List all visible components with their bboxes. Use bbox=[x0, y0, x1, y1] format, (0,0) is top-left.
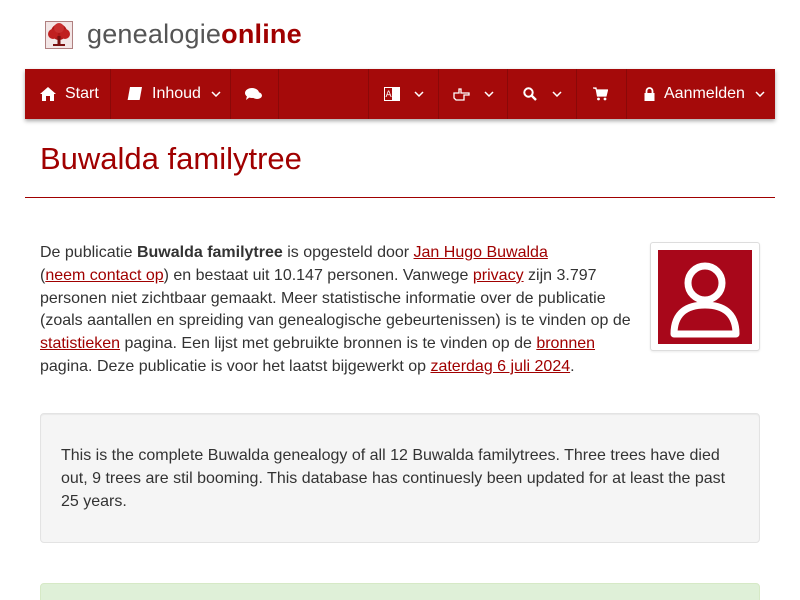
nav-tools[interactable] bbox=[439, 69, 508, 119]
privacy-link[interactable]: privacy bbox=[472, 266, 524, 284]
nav-shop[interactable] bbox=[577, 69, 627, 119]
intro-text: ( bbox=[40, 266, 46, 284]
chevron-down-icon bbox=[414, 91, 424, 97]
chevron-down-icon bbox=[755, 91, 765, 97]
nav-start-label: Start bbox=[65, 85, 99, 102]
nav-login-label: Aanmelden bbox=[664, 85, 745, 102]
nav-search[interactable] bbox=[508, 69, 577, 119]
main-navbar bbox=[25, 69, 775, 119]
shopping-cart-icon bbox=[593, 87, 608, 101]
nav-login[interactable] bbox=[627, 69, 775, 119]
nav-forum[interactable] bbox=[231, 69, 279, 119]
author-avatar-frame bbox=[650, 242, 760, 351]
intro-text: pagina. Deze publicatie is voor het laatst bijgewerkt op bbox=[40, 357, 431, 375]
publication-description bbox=[40, 413, 760, 543]
intro-text: is opgesteld door bbox=[282, 244, 414, 261]
intro-text: zijn 3.797 personen niet zichtbaar gemaakt. Meer statistische informatie over de publicatie (zoals aantallen en spreiding van genealogische gebeurtenissen) is te vinden op de bbox=[40, 266, 631, 330]
search-icon bbox=[523, 87, 537, 101]
comments-icon bbox=[245, 88, 262, 101]
chevron-down-icon bbox=[211, 91, 221, 97]
hand-pointer-icon bbox=[453, 88, 470, 101]
home-icon bbox=[40, 87, 56, 101]
site-logo-link[interactable] bbox=[87, 18, 302, 50]
lock-icon bbox=[644, 87, 655, 101]
success-alert bbox=[40, 583, 760, 600]
logo-text-genealogie: genealogie bbox=[87, 19, 222, 49]
intro-text: ) en bestaat uit 10.147 personen. Vanwege bbox=[163, 266, 473, 284]
nav-inhoud[interactable] bbox=[111, 69, 231, 119]
nav-inhoud-label: Inhoud bbox=[152, 85, 201, 102]
title-divider bbox=[25, 197, 775, 198]
language-icon bbox=[384, 87, 400, 101]
site-header bbox=[0, 0, 800, 69]
avatar[interactable] bbox=[658, 250, 752, 344]
intro-text: pagina. Een lijst met gebruikte bronnen is te vinden op de bbox=[120, 335, 537, 353]
user-icon bbox=[658, 250, 752, 344]
chevron-down-icon bbox=[552, 91, 562, 97]
nav-spacer bbox=[279, 69, 369, 119]
nav-language[interactable] bbox=[369, 69, 439, 119]
nav-start[interactable] bbox=[25, 69, 111, 119]
book-icon bbox=[127, 87, 143, 101]
intro-text: De publicatie bbox=[40, 244, 137, 261]
author-link[interactable]: Jan Hugo Buwalda bbox=[413, 244, 548, 261]
description-text: This is the complete Buwalda genealogy of all 12 Buwalda familytrees. Three trees have died out, 9 trees are stil booming. This database has continuesly been updated for at least the past 25 years. bbox=[61, 447, 726, 510]
svg-text:A: A bbox=[385, 90, 392, 100]
last-updated-link[interactable]: zaterdag 6 juli 2024 bbox=[430, 357, 571, 375]
tree-icon[interactable] bbox=[45, 21, 73, 49]
publication-intro bbox=[40, 242, 635, 379]
chevron-down-icon bbox=[484, 91, 494, 97]
contact-link[interactable]: neem contact op bbox=[45, 266, 164, 284]
statistics-link[interactable]: statistieken bbox=[40, 335, 121, 353]
logo-text-online: online bbox=[221, 19, 302, 49]
publication-name: Buwalda familytree bbox=[136, 244, 283, 261]
intro-text: . bbox=[570, 357, 575, 375]
sources-link[interactable]: bronnen bbox=[536, 335, 596, 353]
page-title: Buwalda familytree bbox=[40, 141, 302, 176]
